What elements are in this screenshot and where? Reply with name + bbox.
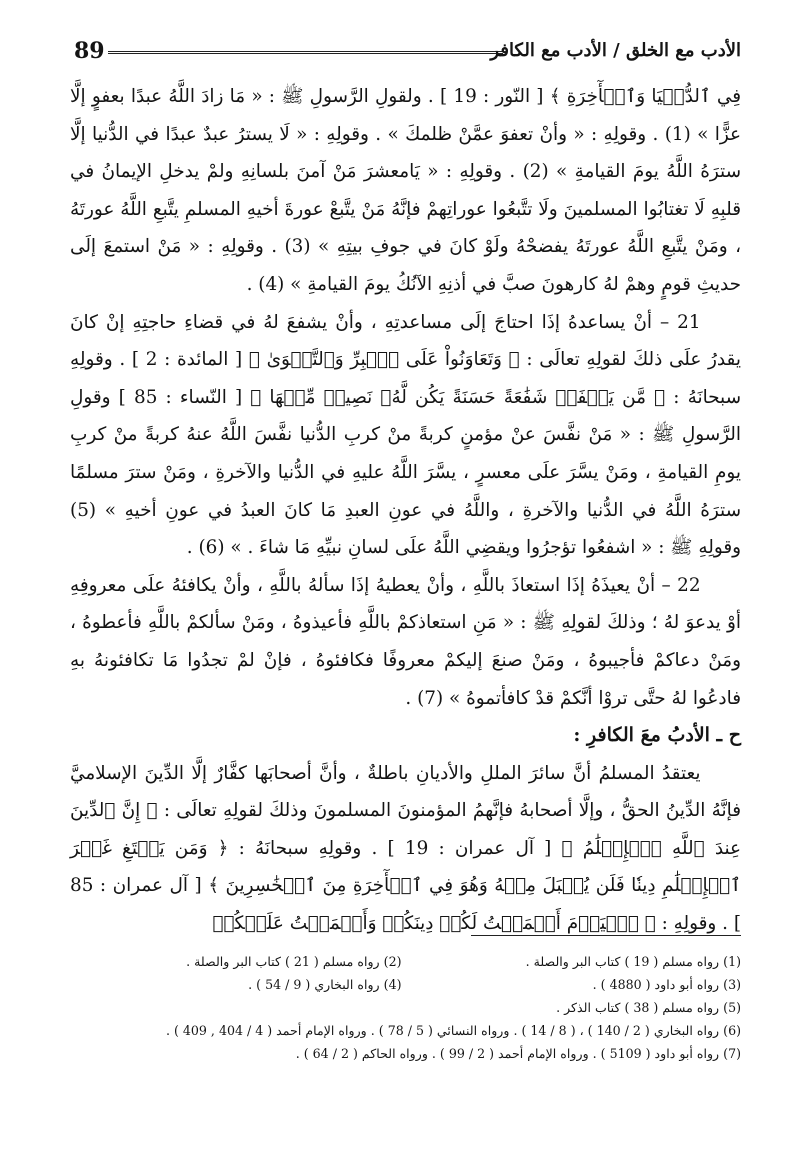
running-title: الأدب مع الخلق / الأدب مع الكافر	[490, 40, 741, 61]
footnote-row	[62, 950, 741, 973]
footnotes	[62, 950, 741, 1065]
footnote-4: (4) رواه البخاري ( 9 / 54 ) .	[248, 977, 402, 992]
header-rule	[108, 51, 503, 57]
paragraph-continuation: فِي ٱلدُّنۡيَا وَٱلۡأٓخِرَةِ ﴾ [ النّور : 19 ] . ولقولِ الرَّسولِ ﷺ : « مَا زادَ اللَّهُ عبدًا بعفوٍ إلَّا عزًّا » (1) . وقولِهِ : « وأنْ تعفوَ عمَّنْ ظلمكَ » . وقولِهِ : « لَا يسترُ عبدٌ عبدًا في الدُّنيا إلَّا سترَهُ اللَّهُ يومَ القيامةِ » (2) . وقولِهِ : « يَامعشرَ مَنْ آمنَ بلسانِهِ ولمْ يدخلِ الإيمانُ في قلبِهِ لَا تغتابُوا المسلمينَ ولَا تتَّبعُوا عوراتِهمْ فإنَّهُ مَنْ يتَّبعْ عورةَ أخيهِ المسلمِ يتَّبعِ اللَّهُ عورتَهُ ، ومَنْ يتَّبعِ اللَّهُ عورتَهُ يفضحْهُ ولَوْ كانَ في جوفِ بيتِهِ » (3) . وقولِهِ : « مَنْ استمعَ إلَى حديثِ قومٍ وهمْ لهُ كارهونَ صبَّ في أذنِهِ الآنُكُ يومَ القيامةِ » (4) .	[70, 86, 742, 295]
footnote-6: (6) رواه البخاري ( 2 / 140 ) ، ( 8 / 14 ) . ورواه النسائي ( 5 / 78 ) . ورواه الإمام أحمد ( 4 / 404 , 409 ) .	[165, 1023, 741, 1038]
footnote-2: (2) رواه مسلم ( 21 ) كتاب البر والصلة .	[186, 954, 402, 969]
section-heading: ح ـ الأدبُ معَ الكافرِ :	[573, 724, 741, 747]
footnote-5: (5) رواه مسلم ( 38 ) كتاب الذكر .	[556, 1000, 741, 1015]
paragraph-item-21: 21 – أنْ يساعدهُ إذَا احتاجَ إلَى مساعدتِهِ ، وأنْ يشفعَ لهُ في قضاءِ حاجتِهِ إنْ كانَ يقدرُ علَى ذلكَ لقولِهِ تعالَى : ﴿ وَتَعَاوَنُواْ عَلَى ٱلۡبِرِّ وَٱلتَّقۡوَىٰ ﴾ [ المائدة : 2 ] . وقولِهِ سبحانَهُ : ﴿ مَّن يَشۡفَعۡ شَفَٰعَةً حَسَنَةً يَكُن لَّهُۥ نَصِيبٞ مِّنۡهَا ﴾ [ النّساء : 85 ] وقولِ الرَّسولِ ﷺ : « مَنْ نفَّسَ عنْ مؤمنٍ كربةً منْ كربِ الدُّنيا نفَّسَ اللَّهُ عنهُ كربةً منْ كربِ يومِ القيامةِ ، ومَنْ يسَّرَ علَى معسرٍ ، يسَّرَ اللَّهُ عليهِ في الدُّنيا والآخرةِ ، ومَنْ سترَ مسلمًا سترَهُ اللَّهُ في الدُّنيا والآخرةِ ، واللَّهُ في عونِ العبدِ مَا كانَ العبدُ في عونِ أخيهِ » (5) وقولِهِ ﷺ : « اشفعُوا تؤجرُوا ويقضِي اللَّهُ علَى لسانِ نبيِّهِ مَا شاءَ . » (6) .	[70, 311, 742, 559]
page-number: 89	[74, 38, 105, 64]
main-text	[70, 78, 741, 943]
paragraph-item-22: 22 – أنْ يعيذَهُ إذَا استعاذَ باللَّهِ ، وأنْ يعطيهُ إذَا سألهُ باللَّهِ ، وأنْ يكافئهُ علَى معروفِهِ أوْ يدعوَ لهُ ؛ وذلكَ لقولِهِ ﷺ : « مَنِ استعاذكمْ باللَّهِ فأعيذوهُ ، ومَنْ سألكمْ باللَّهِ فأعطوهُ ، ومَنْ دعاكمْ فأجيبوهُ ، ومَنْ صنعَ إليكمْ معروفًا فكافئوهُ ، فإنْ لمْ تجدُوا مَا تكافئونهُ بهِ فادعُوا لهُ حتَّى تروْا أنَّكمْ قدْ كافأتموهُ » (7) .	[70, 574, 741, 709]
footnote-1: (1) رواه مسلم ( 19 ) كتاب البر والصلة .	[525, 954, 741, 969]
paragraph-section-intro: يعتقدُ المسلمُ أنَّ سائرَ المللِ والأديانِ باطلةٌ ، وأنَّ أصحابَها كفَّارٌ إلَّا الدِّينَ الإسلاميَّ فإنَّهُ الدِّينُ الحقُّ ، وإلَّا أصحابهُ فإنَّهمُ المؤمنونَ المسلمونَ وذلكَ لقولِهِ تعالَى : ﴿ إِنَّ ٱلدِّينَ عِندَ ٱللَّهِ ٱلۡإِسۡلَٰمُ ﴾ [ آل عمران : 19 ] . وقولِهِ سبحانَهُ : ﴿ وَمَن يَبۡتَغِ غَيۡرَ ٱلۡإِسۡلَٰمِ دِينٗا فَلَن يُقۡبَلَ مِنۡهُ وَهُوَ فِي ٱلۡأٓخِرَةِ مِنَ ٱلۡخَٰسِرِينَ ﴾ [ آل عمران : 85 ] . وقولِهِ : ﴿ ٱلۡيَوۡمَ أَكۡمَلۡتُ لَكُمۡ دِينَكُمۡ وَأَتۡمَمۡتُ عَلَيۡكُمۡ	[70, 762, 742, 935]
footnote-row	[62, 973, 741, 996]
running-header	[70, 38, 741, 68]
footnote-rule	[471, 935, 741, 936]
footnote-7: (7) رواه أبو داود ( 5109 ) . ورواه الإمام أحمد ( 2 / 99 ) . ورواه الحاكم ( 2 / 64 ) .	[295, 1046, 741, 1061]
footnote-3: (3) رواه أبو داود ( 4880 ) .	[592, 977, 741, 992]
